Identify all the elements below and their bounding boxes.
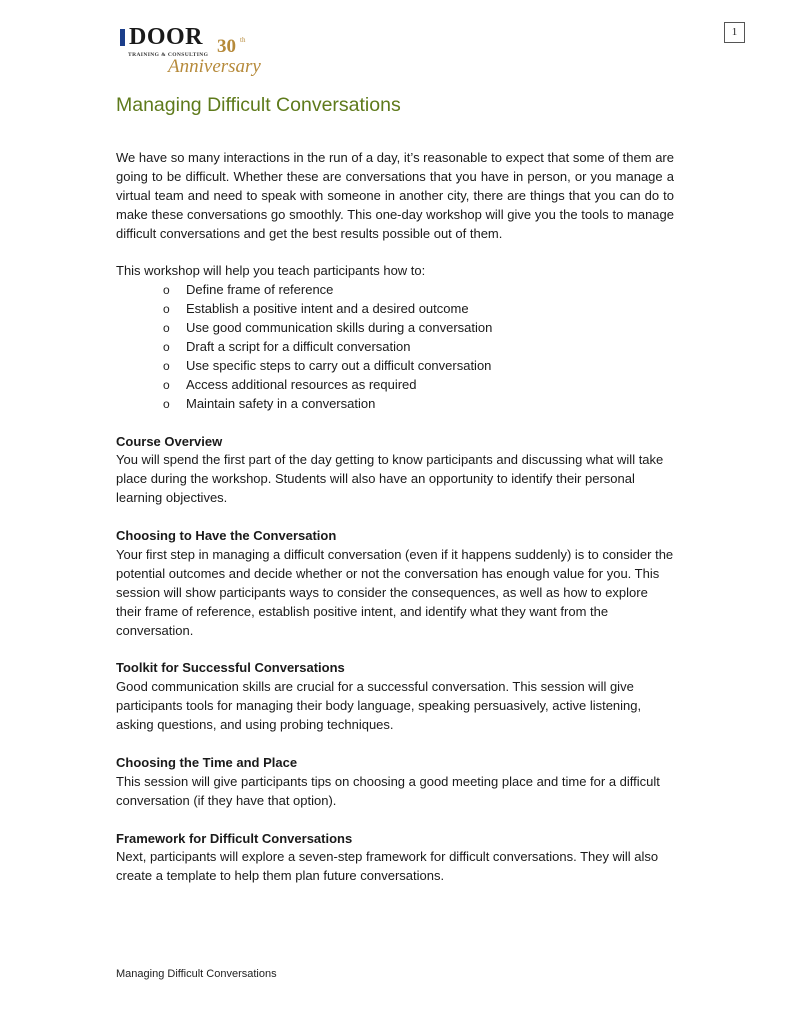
page-footer: Managing Difficult Conversations	[116, 968, 277, 980]
list-item	[163, 395, 674, 414]
bullet-icon: o	[163, 302, 170, 317]
section-text-choosing-conversation: Your first step in managing a difficult conversation (even if it happens suddenly) is to consider the potential outcomes and decide whether or not the conversation has enough value for you. This session will show participants ways to consider the consequences, as well as how to explore their frame of reference, establish positive intent, and identify what they want from the conversation.	[116, 546, 674, 638]
section-heading-time-place: Choosing the Time and Place	[116, 754, 298, 770]
logo-name: DOOR	[129, 24, 203, 50]
logo-thirty: 30	[217, 36, 236, 57]
list-item	[163, 319, 674, 338]
company-logo	[120, 24, 261, 84]
section-heading-toolkit: Toolkit for Successful Conversations	[116, 660, 345, 676]
section-heading-framework: Framework for Difficult Conversations	[116, 830, 353, 846]
page-number: 1	[724, 22, 745, 43]
bullet-icon: o	[163, 340, 170, 355]
list-item-text: Maintain safety in a conversation	[186, 395, 376, 411]
list-item-text: Draft a script for a difficult conversation	[186, 339, 411, 355]
list-item	[163, 281, 674, 300]
logo-th: th	[240, 36, 246, 44]
logo-bracket-mark	[120, 29, 125, 46]
list-item	[163, 300, 674, 319]
objectives-list	[116, 281, 674, 413]
intro-paragraph: We have so many interactions in the run of a day, it’s reasonable to expect that some of them are going to be difficult. Whether these are conversations that you have in person, or you manage a virtual team and need to speak with someone in another city, there are things that you can do to make these conversations go smoothly. This one-day workshop will give you the tools to manage difficult conversations and get the best results possible out of them.	[116, 150, 674, 241]
logo-anniversary: Anniversary	[168, 56, 261, 77]
document-body	[116, 149, 674, 886]
logo-subtitle: TRAINING & CONSULTING	[128, 52, 209, 58]
list-item	[163, 357, 674, 376]
bullet-icon: o	[163, 283, 170, 298]
page-title: Managing Difficult Conversations	[116, 94, 401, 116]
section-text-toolkit: Good communication skills are crucial for a successful conversation. This session will give participants tools for managing their body language, speaking persuasively, active listening, asking questions, and using probing techniques.	[116, 679, 642, 733]
list-item-text: Use good communication skills during a conversation	[186, 320, 493, 336]
list-item	[163, 376, 674, 395]
objectives-lead: This workshop will help you teach participants how to:	[116, 263, 426, 279]
list-item-text: Access additional resources as required	[186, 376, 417, 392]
section-heading-choosing-conversation: Choosing to Have the Conversation	[116, 528, 337, 544]
bullet-icon: o	[163, 358, 170, 373]
section-text-framework: Next, participants will explore a seven-step framework for difficult conversations. They will also create a template to help them plan future conversations.	[116, 849, 659, 884]
section-heading-course-overview: Course Overview	[116, 433, 223, 449]
bullet-icon: o	[163, 396, 170, 411]
section-text-time-place: This session will give participants tips on choosing a good meeting place and time for a difficult conversation (if they have that option).	[116, 773, 660, 808]
list-item-text: Establish a positive intent and a desired outcome	[186, 301, 469, 317]
list-item-text: Use specific steps to carry out a difficult conversation	[186, 357, 492, 373]
list-item-text: Define frame of reference	[186, 282, 334, 298]
bullet-icon: o	[163, 377, 170, 392]
bullet-icon: o	[163, 321, 170, 336]
section-text-course-overview: You will spend the first part of the day getting to know participants and discussing what will take place during the workshop. Students will also have an opportunity to identify their personal learning objectives.	[116, 452, 664, 506]
list-item	[163, 338, 674, 357]
